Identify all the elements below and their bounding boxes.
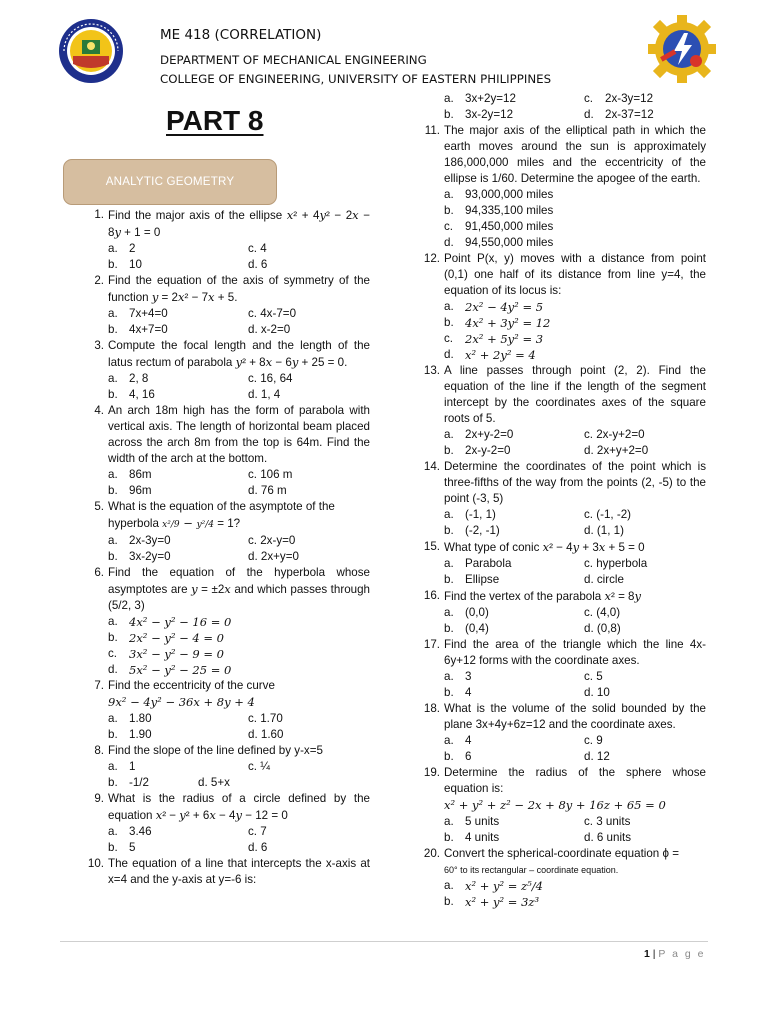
department-name: DEPARTMENT OF MECHANICAL ENGINEERING — [160, 53, 427, 67]
engineering-gear-logo-icon — [646, 13, 718, 85]
question-3: 3. Compute the focal length and the length of the latus rectum of parabola y² + 8x − 6y + 25 = 0. — [94, 339, 370, 369]
question-18: 18. What is the volume of the solid bounded by the plane 3x+4y+6z=12 and the coordinate axes. — [423, 702, 706, 731]
question-15: 15. What type of conic x² − 4y + 3x + 5 = 0 — [423, 540, 645, 554]
question-5: 5. What is the equation of the asymptote of the hyperbola x²/9 − y²/4 = 1? — [94, 500, 335, 530]
question-10: 10. The equation of a line that intercepts the x-axis at x=4 and the y-axis at y=-6 is: — [87, 857, 370, 886]
question-4: 4. An arch 18m high has the form of parabola with vertical axis. The length of horizontal beam placed across the arch 8m from the top is 64m. Find the width of the arch at the bottom. — [94, 404, 370, 465]
question-19: 19. Determine the radius of the sphere whose equation is: x² + y² + z² − 2x + 8y + 16z + 65 = 0 — [423, 766, 706, 812]
question-7: 7. Find the eccentricity of the curve 9x² − 4y² − 36x + 8y + 4 — [94, 679, 275, 709]
question-12: 12. Point P(x, y) moves with a distance from point (0,1) one half of its distance from line y=4, the equation of its locus is: — [423, 252, 706, 297]
footer-divider — [60, 941, 708, 942]
part-title: PART 8 — [166, 105, 264, 136]
question-1: 1. Find the major axis of the ellipse x² + 4y² − 2x − 8y + 1 = 0 — [94, 208, 370, 239]
question-20: 20. Convert the spherical-coordinate equation ϕ = 60° to its rectangular – coordinate equation. — [423, 847, 679, 875]
question-11: 11. The major axis of the elliptical path in which the earth moves around the sun is approximately 186,000,000 miles and the eccentricity of the ellipse is 1/60. Determine the apogee of the earth. — [424, 124, 706, 185]
question-2: 2. Find the equation of the axis of symmetry of the function y = 2x² − 7x + 5. — [94, 274, 370, 304]
question-17: 17. Find the area of the triangle which the line 4x-6y+12 forms with the coordinate axes. — [423, 638, 706, 667]
page-footer: 1 | P a g e — [644, 948, 706, 960]
question-8: 8. Find the slope of the line defined by y-x=5 — [94, 744, 323, 757]
left-column: 1. Find the major axis of the ellipse x² + 4y² − 2x − 8y + 1 = 0 a. 2 c. 4 b. 10 d. 6 2. Find the equation of the axis of symmetry of the function y = 2x² − 7x + 5. a. 7x+4=0 c. 4x-7=0 b. 4x+7=0 d. x-2=0 3. Compute the focal length and the length of the latus rectum of parabola y² + 8x − 6y + 25 = 0. a. 2, 8 c. 16, 64 b. 4, 16 d. 1, 4 4. An arch 18m high has the form of parabola with vertical axis. The length of horizontal beam placed across the arch 8m from the top is 64m. Find the width of the arch at the bottom. a. 86m c. 106 m b. 96m d. 76 m 5. What is the equation of the asymptote of the hyperbola x²/9 − y²/4 = 1? a. 2x-3y=0 c. 2x-y=0 b. 3x-2y=0 d. 2x+y=0 6. Find the equation of the hyperbola whose asymptotes are y = ±2x and which passes through (5/2, 3) a. 4x² − y² − 16 = 0 b. 2x² − y² − 4 = 0 c. 3x² − y² − 9 = 0 d. 5x² − y² − 25 = 0 7. Find the eccentricity of the curve 9x² − 4y² − 36x + 8y + 4 a. 1.80 c. 1.70 b. 1.90 d. 1.60 8. Find the slope of the line defined by y-x=5 a. 1 c. ¼ b. -1/2 d. 5+x 9. What is the radius of a circle defined by the equation x² − y² + 6x − 4y − 12 = 0 a. 3.46 c. 7 b. 5 d. 6 10. The equation of a line that intercepts the x-axis at x=4 and the y-axis at y=-6 is: — [84, 207, 370, 888]
question-16: 16. Find the vertex of the parabola x² = 8y — [423, 589, 642, 603]
question-9: 9. What is the radius of a circle defined by the equation x² − y² + 6x − 4y − 12 = 0 — [94, 792, 370, 822]
question-6: 6. Find the equation of the hyperbola whose asymptotes are y = ±2x and which passes through (5/2, 3) — [94, 566, 370, 612]
question-10-choices: a. 3x+2y=12 c. 2x-3y=12 — [444, 92, 654, 105]
university-seal-icon — [58, 18, 124, 84]
college-name: COLLEGE OF ENGINEERING, UNIVERSITY OF EASTERN PHILIPPINES — [160, 72, 552, 86]
right-column: a. 3x+2y=12 c. 2x-3y=12 b. 3x-2y=12 d. 2x-37=12 11. The major axis of the elliptical path in which the earth moves around the sun is approximately 186,000,000 miles and the eccentricity of the ellipse is 1/60. Determine the apogee of the earth. a. 93,000,000 miles b. 94,335,100 miles c. 91,450,000 miles d. 94,550,000 miles 12. Point P(x, y) moves with a distance from point (0,1) one half of its distance from line y=4, the equation of its locus is: a. 2x² − 4y² = 5 b. 4x² + 3y² = 12 c. 2x² + 5y² = 3 d. x² + 2y² = 4 13. A line passes through point (2, 2). Find the equation of the line if the length of the segment intercept by the coordinates axes of the square roots of 5. a. 2x+y-2=0 c. 2x-y+2=0 b. 2x-y-2=0 d. 2x+y+2=0 14. Determine the coordinates of the point which is three-fifths of the way from the points (2, -5) to the point (-3, 5) a. (-1, 1) c. (-1, -2) b. (-2, -1) d. (1, 1) 15. What type of conic x² − 4y + 3x + 5 = 0 a. Parabola c. hyperbola b. Ellipse d. circle 16. Find the vertex of the parabola x² = 8y a. (0,0) c. (4,0) b. (0,4) d. (0,8) 17. Find the area of the triangle which the line 4x-6y+12 forms with the coordinate axes. a. 3 c. 5 b. 4 d. 10 18. What is the volume of the solid bounded by the plane 3x+4y+6z=12 and the coordinate axes. a. 4 c. 9 b. 6 d. 12 19. Determine the radius of the sphere whose equation is: x² + y² + z² − 2x + 8y + 16z + 65 = 0 a. 5 units c. 3 units b. 4 units d. 6 units 20. Convert the spherical-coordinate equation ϕ = 60° to its rectangular – coordinate equation. a. x² + y² = z⁵/4 b. x² + y² = 3z³ — [420, 91, 706, 910]
section-badge: ANALYTIC GEOMETRY — [63, 159, 277, 205]
question-13: 13. A line passes through point (2, 2). Find the equation of the line if the length of the segment intercept by the coordinates axes of the square roots of 5. — [423, 364, 706, 425]
course-title: ME 418 (CORRELATION) — [160, 27, 322, 43]
question-14: 14. Determine the coordinates of the point which is three-fifths of the way from the points (2, -5) to the point (-3, 5) — [423, 460, 706, 505]
